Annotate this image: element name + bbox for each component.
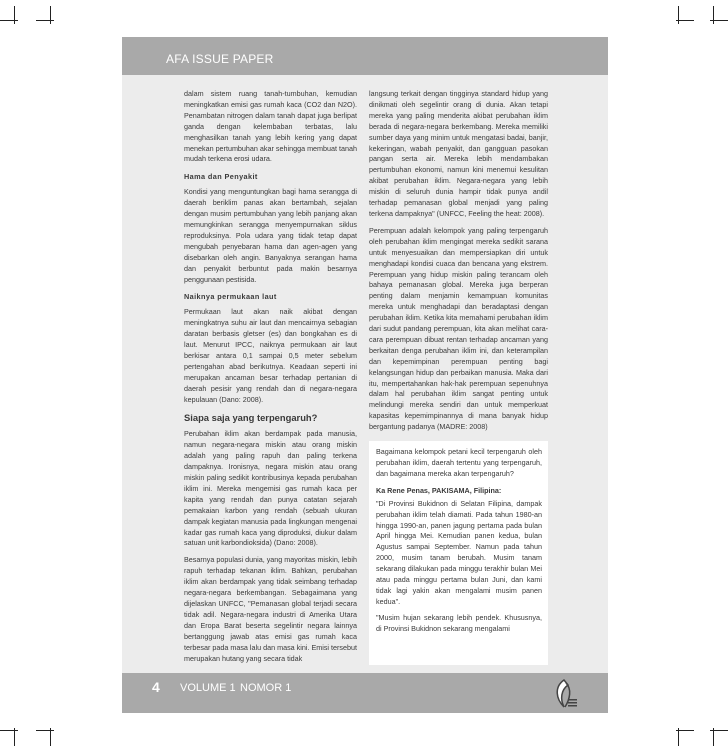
box-intro: Bagaimana kelompok petani kecil terpengaruh oleh perubahan iklim, daerah tertentu yang terpengaruh, dan bagaimana mereka akan terpengaruh? [376, 447, 542, 478]
paragraph: langsung terkait dengan tingginya standard hidup yang dinikmati oleh segelintir orang di dunia. Akan tetapi mereka yang paling menderita akibat perubahan iklim berada di negara-negara berkembang. Mereka memiliki sumber daya yang minim untuk mengatasi badai, banjir, kekeringan, wabah penyakit, dan gangguan pasokan pangan serta air. Mereka lebih mendambakan pertumbuhan ekonomi, namun kini menemui kesulitan akibat perubahan iklim. Negara-negara yang lebih miskin di seluruh dunia hampir tidak punya andil terhadap pemanasan global menjadi yang paling terkena dampaknya" (UNFCC, Feeling the heat: 2008). [369, 89, 548, 218]
crop-mark [36, 20, 54, 21]
crop-mark [0, 730, 18, 731]
subheading: Hama dan Penyakit [184, 172, 258, 182]
left-column [184, 89, 357, 670]
paragraph: Permukaan laut akan naik akibat dengan meningkatnya suhu air laut dan mencairnya sebagian daratan berbasis gletser (es) dan bongkahan es di laut. Menurut IPCC, naiknya permukaan air laut berkisar antara 0,1 sampai 0,5 meter sebelum pertengahan abad berikutnya. Keadaan seperti ini merupakan ancaman besar terhadap pertanian di daerah pesisir yang rendah dan di negara-negara kepulauan (Dano: 2008). [184, 307, 357, 404]
section-heading: Siapa saja yang terpengaruh? [184, 412, 318, 424]
crop-mark [36, 730, 54, 731]
crop-mark [14, 728, 15, 746]
paragraph: Besarnya populasi dunia, yang mayoritas miskin, lebih rapuh terhadap tekanan iklim. Bahkan, perubahan iklim akan berdampak yang tidak seimbang terhadap negara-negara berkembangan. Sebagaimana yang dijelaskan UNFCC, "Pemanasan global terjadi secara tidak adil. Negara-negara industri di Amerika Utara dan Eropa Barat beserta segelintir negara lainnya bertanggung jawab atas emisi gas rumah kaca terbesar pada masa lalu dan masa kini. Emisi tersebut merupakan hutang yang secara tidak [184, 555, 357, 663]
paragraph: Perubahan iklim akan berdampak pada manusia, namun negara-negara miskin atau orang miskin adalah yang paling rapuh dan paling terkena dampaknya. Ironisnya, negara miskin atau orang miskin paling sedikit kontribusinya kepada perubahan iklim ini. Mereka mengemisi gas rumah kaca per kapita yang rendah dan punya catatan sejarah pemakaian karbon yang rendah (sebuah ukuran dampak kegiatan manusia pada lingkungan mengenai kadar gas rumah kaca yang diproduksi, diukur dalam satuan unit karbondioksida) (Dano: 2008). [184, 429, 357, 548]
issue-number: NOMOR 1 [240, 682, 292, 694]
subheading: Naiknya permukaan laut [184, 292, 277, 302]
afa-logo-icon [544, 677, 584, 711]
volume-label: VOLUME 1 [180, 682, 236, 694]
paragraph: dalam sistem ruang tanah-tumbuhan, kemudian meningkatkan emisi gas rumah kaca (CO2 dan N2O). Penambatan nitrogen dalam tanah dapat juga berlipat ganda dengan kelembaban terbatas, lalu menghasilkan tanah yang lebih kering yang dapat menekan pertumbuhan akar sehingga membuat tanah mudah terkena erosi udara. [184, 89, 358, 164]
crop-mark [50, 728, 51, 746]
box-quote: "Musim hujan sekarang lebih pendek. Khususnya, di Provinsi Bukidnon sekarang mengalami [376, 612, 542, 633]
paragraph: Kondisi yang menguntungkan bagi hama serangga di daerah beriklim panas akan bertambah, sejalan dengan musim pertumbuhan yang lebih panjang akan memungkinkan serangga menyempurnakan siklus reproduksinya. Pola udara yang tidak tetap dapat mengubah penyebaran hama dan agen-agen yang disebarkan oleh angin. Banyaknya serangan hama dan penyakit berbuntut pada makin besarnya penggunaan pestisida. [184, 187, 357, 284]
paragraph: Perempuan adalah kelompok yang paling terpengaruh oleh perubahan iklim mengingat mereka sedikit sarana untuk menyesuaikan dan mempersiapkan diri untuk menghadapi kondisi cuaca dan bencana yang ekstrem. Perempuan yang hidup miskin paling terancam oleh bahaya pemanasan global. Mereka juga berperan penting dalam menjamin kemampuan komunitas mereka untuk menghadapi dan beradaptasi dengan perubahan iklim. Ketika kita memahami perubahan iklim dari sudut pandang perempuan, kita akan melihat cara-cara perempuan dibuat rentan terhadap ancaman yang berkaitan denga perubahan iklim ini, dan keterampilan dan kepemimpinan perempuan penting bagi kelangsungan hidup dan perbaikan manusia. Maka dari itu, mempertahankan hak-hak perempuan sepenuhnya dalam hal perubahan iklim sangat penting untuk melindungi mereka sendiri dan untuk memperkuat kapasitas kepemimpinannya di mana banyak hidup bergantung padanya (MADRE: 2008) [369, 225, 548, 432]
crop-mark [50, 6, 51, 24]
crop-mark [713, 6, 714, 24]
crop-mark [0, 20, 18, 21]
box-quote: "Di Provinsi Bukidnon di Selatan Filipina, dampak perubahan iklim telah diamati. Pada tahun 1980-an hingga 1990-an, panen jagung pertama pada bulan April hingga Mei. Kemudian panen kedua, bulan Agustus sampai September. Namun pada tahun 2000, musim tanam berubah. Musim tanam sekarang dilakukan pada minggu terakhir bulan Mei atau pada minggu pertama bulan Juni, dan kami tidak lagi yakin akan mengalami musim panen kedua". [376, 498, 542, 606]
page-footer [122, 673, 608, 713]
box-speaker: Ka Rene Penas, PAKISAMA, Filipina: [376, 485, 502, 495]
document-page [122, 37, 608, 713]
crop-mark [14, 6, 15, 24]
crop-mark [678, 6, 679, 24]
interview-box [369, 441, 548, 665]
crop-mark [713, 728, 714, 746]
page-number: 4 [152, 679, 160, 695]
right-column [369, 89, 548, 665]
page-header [122, 37, 608, 75]
crop-mark [678, 728, 679, 746]
header-title: AFA ISSUE PAPER [166, 52, 274, 66]
